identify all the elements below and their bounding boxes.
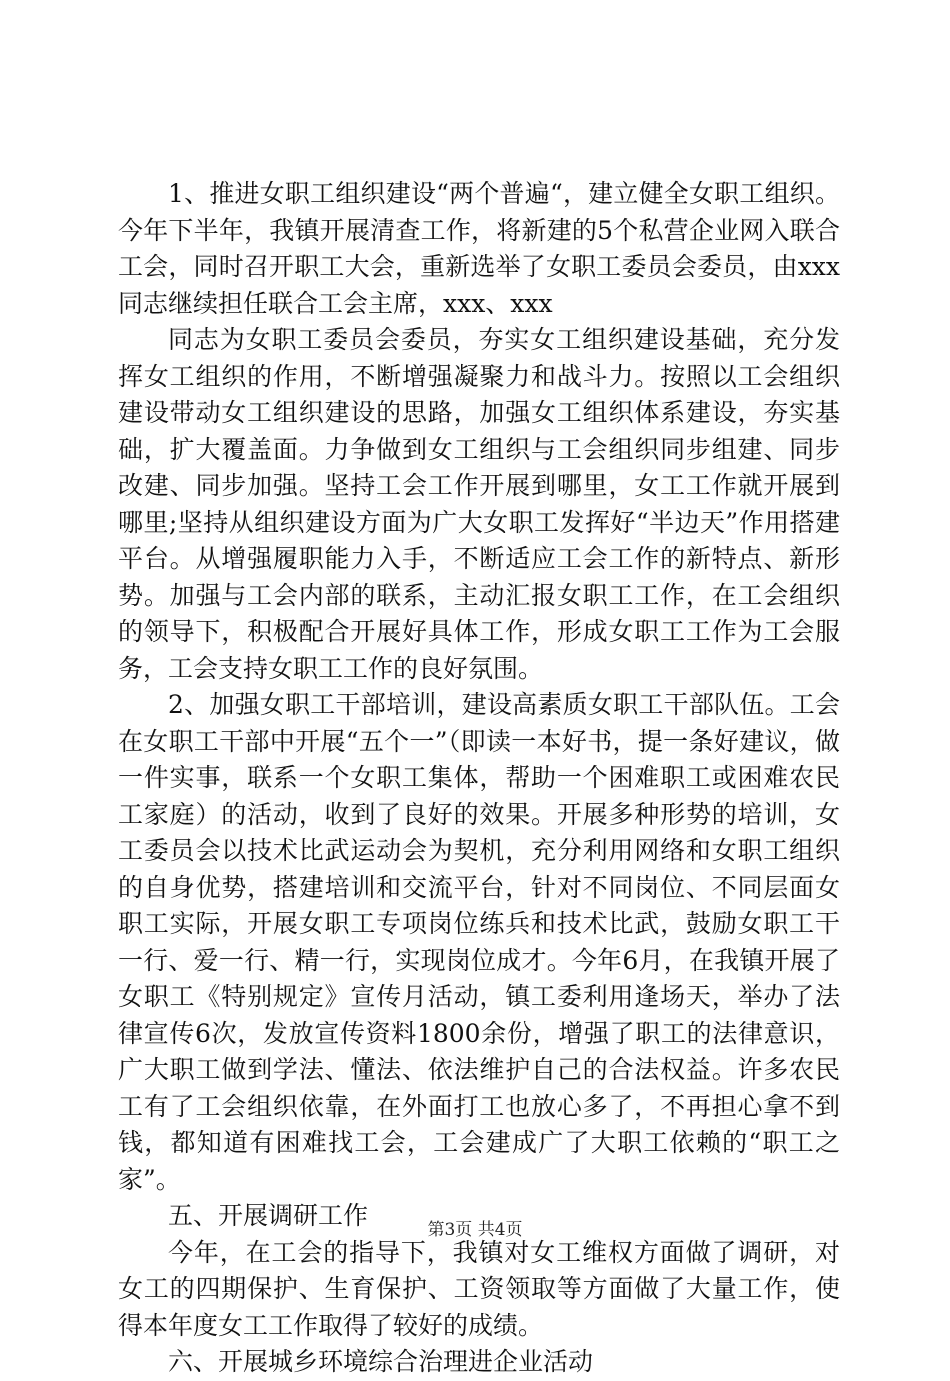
section-heading-environment: 六、开展城乡环境综合治理进企业活动 (168, 1347, 594, 1376)
paragraph-women-committee: 同志为女职工委员会委员，夯实女工组织建设基础，充分发挥女工组织的作用，不断增强凝聚力和战斗力。按照以工会组织建设带动女工组织建设的思路，加强女工组织体系建设，夯实基础，扩大覆盖面。力争做到女工组织与工会组织同步组建、同步改建、同步加强。坚持工会工作开展到哪里，女工工作就开展到哪里;坚持从组织建设方面为广大女职工发挥好“半边天”作用搭建平台。从增强履职能力入手，不断适应工会工作的新特点、新形势。加强与工会内部的联系，主动汇报女职工工作，在工会组织的领导下，积极配合开展好具体工作，形成女职工工作为工会服务，工会支持女职工工作的良好氛围。 (118, 325, 840, 683)
section-heading-research: 五、开展调研工作 (168, 1201, 369, 1230)
paragraph-cadre-training: 2、加强女职工干部培训，建设高素质女职工干部队伍。工会在女职工干部中开展“五个一”（即读一本好书，提一条好建议，做一件实事，联系一个女职工集体，帮助一个困难职工或困难农民工家庭）的活动，收到了良好的效果。开展多种形势的培训，女工委员会以技术比武运动会为契机，充分利用网络和女职工组织的自身优势，搭建培训和交流平台，针对不同岗位、不同层面女职工实际，开展女职工专项岗位练兵和技术比武，鼓励女职工干一行、爱一行、精一行，实现岗位成才。今年6月，在我镇开展了女职工《特别规定》宣传月活动，镇工委利用逢场天，举办了法律宣传6次，发放宣传资料1800余份，增强了职工的法律意识，广大职工做到学法、懂法、依法维护自己的合法权益。许多农民工有了工会组织依靠，在外面打工也放心多了，不再担心拿不到钱，都知道有困难找工会，工会建成广了大职工依赖的“职工之家”。 (118, 690, 840, 1194)
page-footer: 第3页 共4页 (427, 1220, 523, 1240)
paragraph-research: 今年，在工会的指导下，我镇对女工维权方面做了调研，对女工的四期保护、生育保护、工资领取等方面做了大量工作，使得本年度女工工作取得了较好的成绩。 (118, 1237, 840, 1340)
paragraph-women-org-building: 1、推进女职工组织建设“两个普遍“，建立健全女职工组织。今年下半年，我镇开展清查工作，将新建的5个私营企业网入联合工会，同时召开职工大会，重新选举了女职工委员会委员，由xxx同志继续担任联合工会主席，xxx、xxx (118, 179, 840, 318)
document-body (118, 176, 840, 1381)
